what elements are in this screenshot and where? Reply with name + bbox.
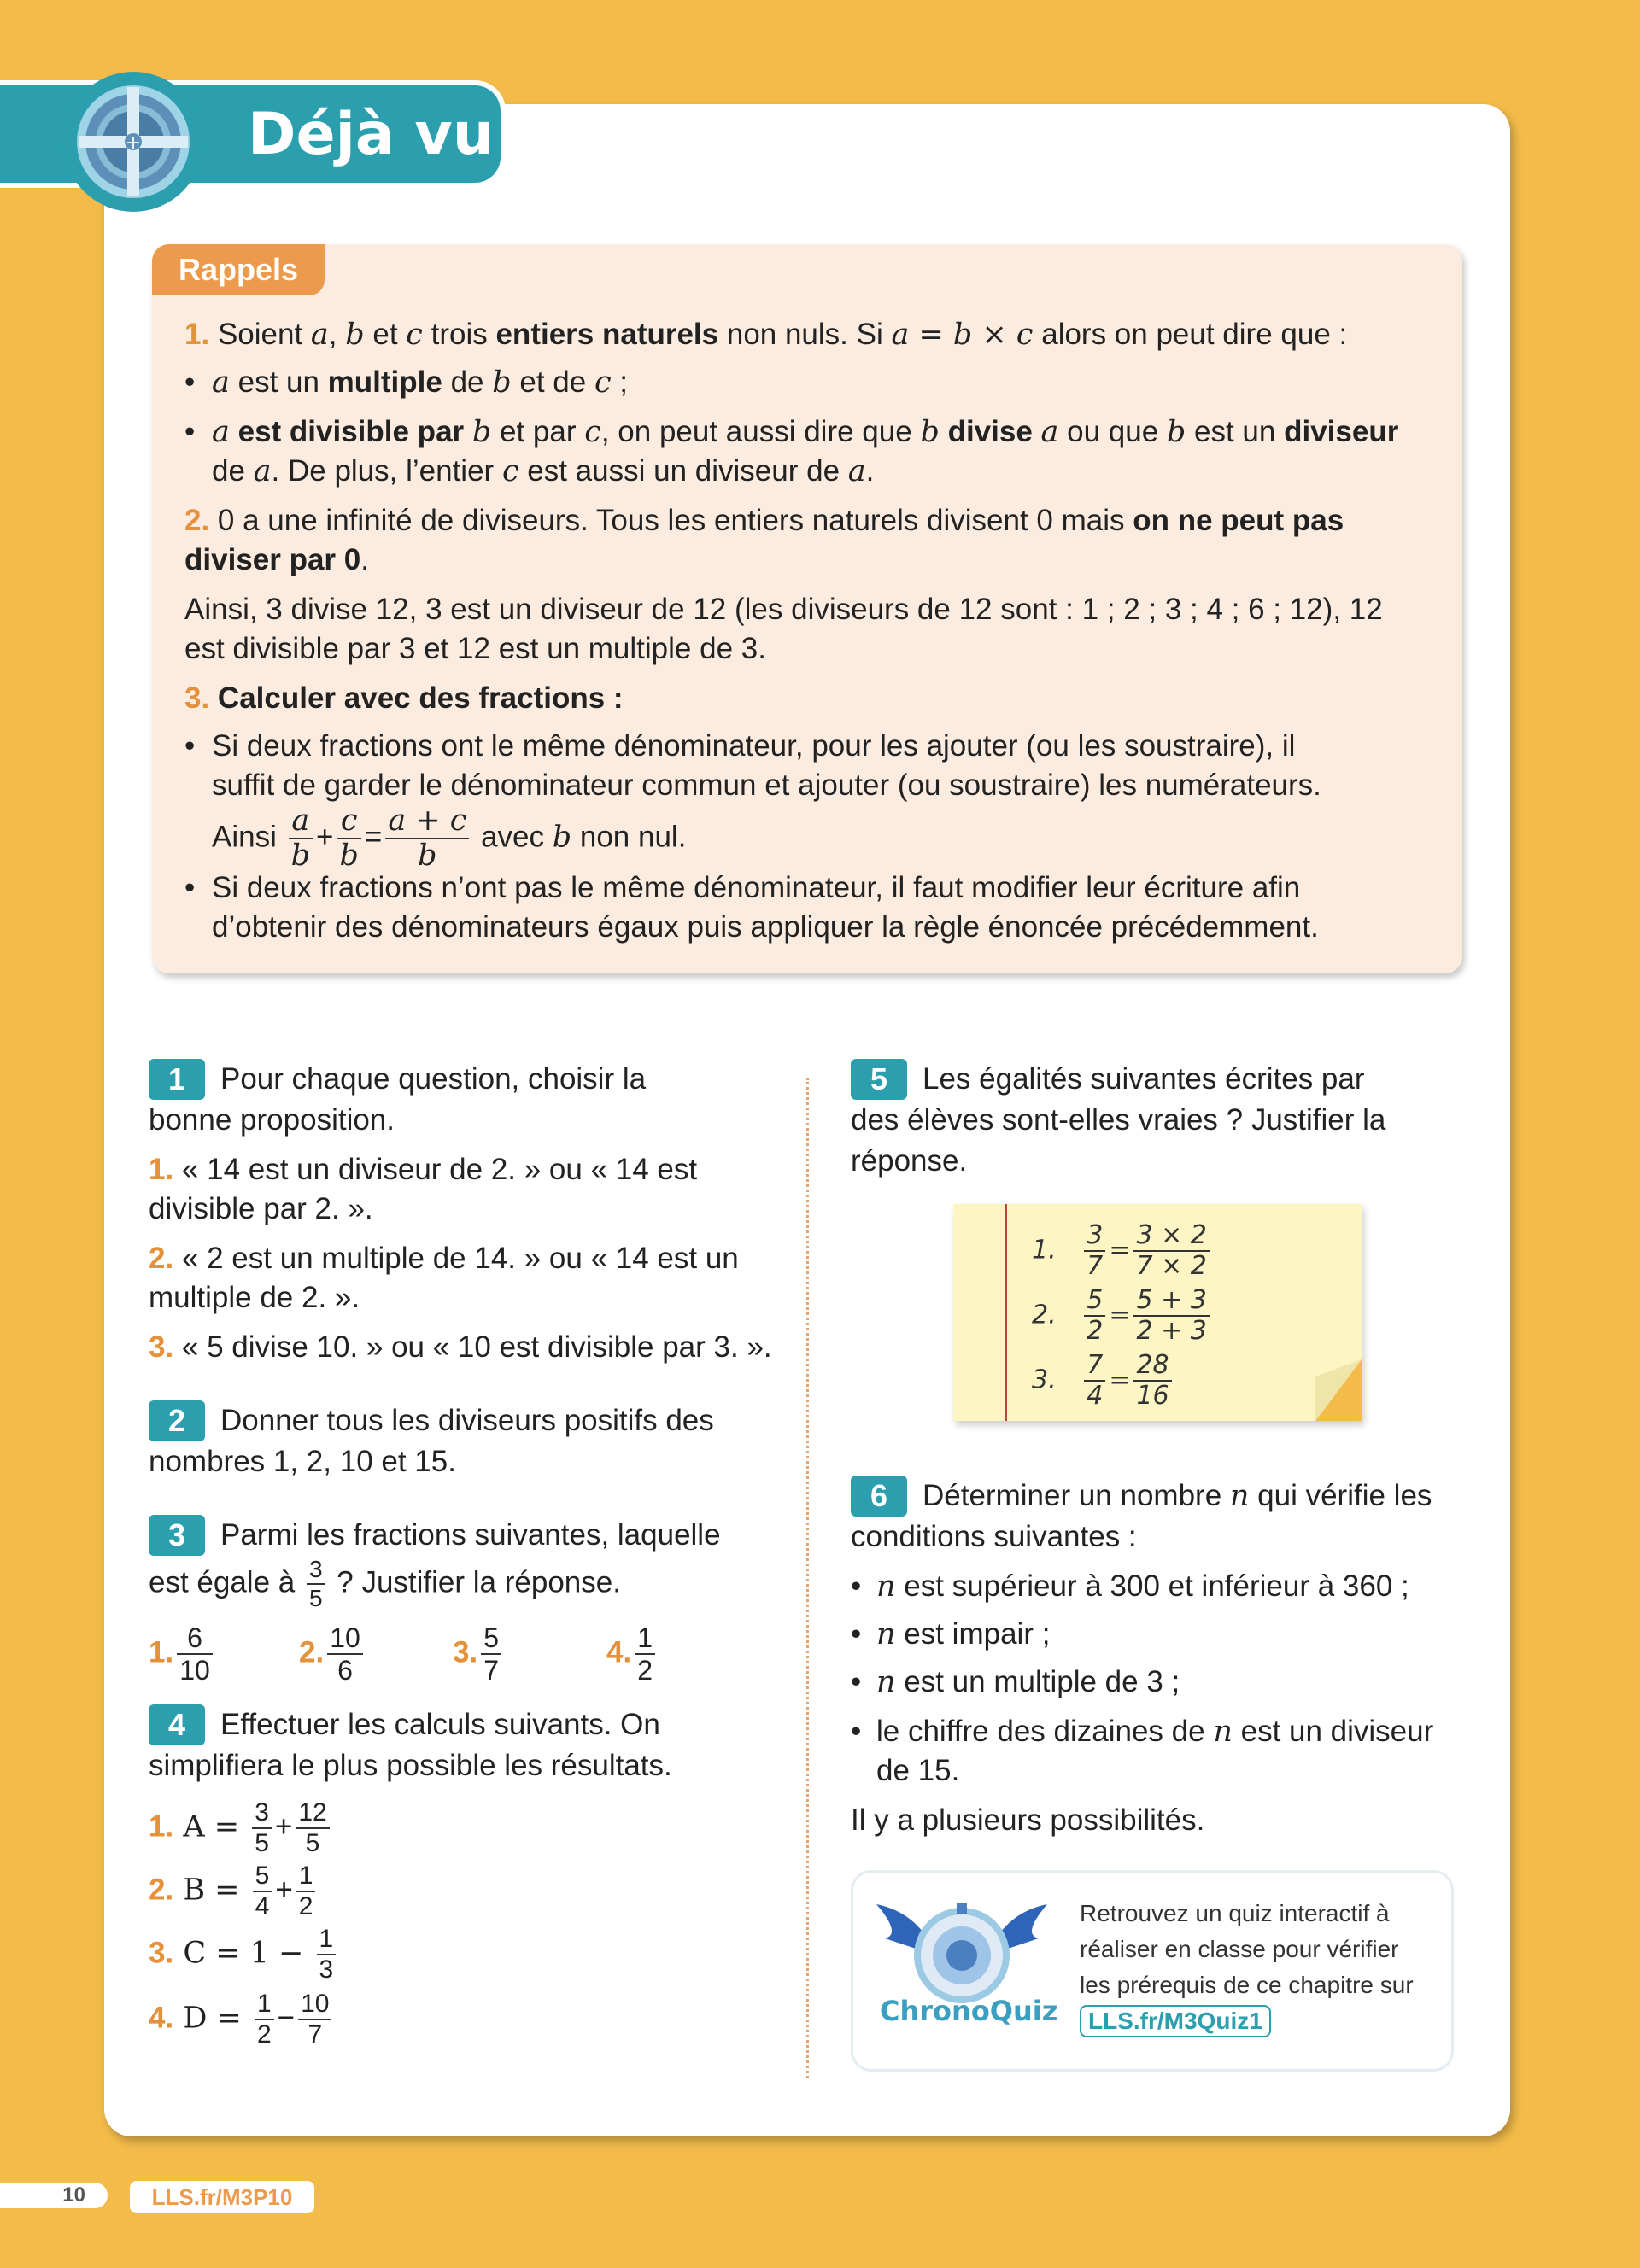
fraction: $\frac{3}{5}$: [252, 1800, 272, 1856]
exercise-5-title-line2: des élèves sont-elles vraies ? Justifier la: [851, 1103, 1386, 1137]
exercise-4-title: 4 Effectuer les calculs suivants. On: [149, 1704, 660, 1745]
condition-item: n est impair ;: [876, 1617, 1051, 1651]
page-number: 10: [0, 2183, 108, 2208]
exercise-2-title-line2: nombres 1, 2, 10 et 15.: [149, 1445, 456, 1478]
exercise-2-title: 2 Donner tous les diviseurs positifs des: [149, 1400, 714, 1441]
fraction: $\frac{c}{b}$: [337, 806, 360, 871]
exercise-number-badge: 4: [149, 1704, 205, 1745]
exercise-3-title: 3 Parmi les fractions suivantes, laquelle: [149, 1515, 721, 1556]
exercise-5-title: 5 Les égalités suivantes écrites par: [851, 1059, 1365, 1100]
rappel-bullet: •: [184, 729, 196, 763]
rappel-2: 2. 0 a une infinité de diviseurs. Tous les entiers naturels divisent 0 mais on ne peut pas: [184, 504, 1344, 537]
exercise-6-footer: Il y a plusieurs possibilités.: [851, 1803, 1205, 1837]
condition-item: le chiffre des dizaines de n est un diviseur: [876, 1715, 1434, 1749]
exercise-number-badge: 1: [149, 1059, 205, 1100]
exercise-4-item: 1. A = $\frac{3}{5}$ + $\frac{12}{5}$: [149, 1800, 333, 1856]
exercise-4-item: 4. D = $\frac{1}{2}$ − $\frac{10}{7}$: [149, 1991, 335, 2048]
fraction: $\frac{a}{b}$: [289, 806, 313, 871]
fraction: $\frac{5}{4}$: [253, 1863, 272, 1920]
exercise-4-title-line2: simplifiera le plus possible les résultats.: [149, 1749, 672, 1782]
fraction: $\frac{3}{7}$: [1084, 1223, 1105, 1279]
rappel-multiple: a est un multiple de b et de c ;: [212, 365, 629, 400]
fraction: $\frac{10}{7}$: [298, 1991, 331, 2048]
exercise-1-item-line2: multiple de 2. ».: [149, 1281, 360, 1314]
condition-item: n est supérieur à 300 et inférieur à 360 ;: [876, 1569, 1409, 1604]
fraction: $\frac{1}{2}$: [255, 1991, 274, 2048]
rappel-3: 3. Calculer avec des fractions :: [184, 681, 624, 715]
rappel-ainsi-line2: est divisible par 3 et 12 est un multiple de 3.: [184, 632, 766, 665]
exercise-number-badge: 2: [149, 1400, 205, 1441]
condition-bullet: •: [851, 1617, 862, 1651]
chronoquiz-text: Retrouvez un quiz interactif à réaliser en classe pour vérifier les prérequis de ce chapitre sur LLS.fr/M3Quiz1: [1080, 1896, 1438, 2039]
condition-bullet: •: [851, 1665, 862, 1698]
exercise-4-item: 3. C = 1 − $\frac{1}{3}$: [149, 1926, 339, 1983]
exercise-1-item-line2: divisible par 2. ».: [149, 1192, 373, 1225]
exercise-1-title: 1 Pour chaque question, choisir la: [149, 1059, 646, 1100]
page-title: Déjà vu: [248, 101, 495, 168]
exercise-1-item: 1. « 14 est un diviseur de 2. » ou « 14 est: [149, 1153, 698, 1186]
note-equality: 2. $\frac{5}{2}$ = $\frac{5 + 3}{2 + 3}$: [1032, 1288, 1213, 1344]
exercise-6-title-line2: conditions suivantes :: [851, 1520, 1137, 1553]
exercise-1-item: 3. « 5 divise 10. » ou « 10 est divisible par 3. ».: [149, 1330, 772, 1364]
rappel-bullet: •: [184, 365, 196, 399]
exercise-number-badge: 6: [851, 1476, 907, 1517]
quiz-link[interactable]: LLS.fr/M3Quiz1: [1080, 2005, 1271, 2037]
note-equality: 3. $\frac{7}{4}$ = $\frac{28}{16}$: [1032, 1353, 1175, 1409]
svg-text:+: +: [125, 132, 142, 154]
exercise-3-option: 4. $\frac{1}{2}$: [606, 1624, 659, 1684]
rappel-bullet: •: [184, 871, 196, 904]
page-curl-icon: [1315, 1359, 1362, 1421]
fraction: $\frac{5}{7}$: [481, 1624, 501, 1684]
fraction: $\frac{10}{6}$: [327, 1624, 363, 1684]
page-link[interactable]: LLS.fr/M3P10: [130, 2181, 314, 2213]
exercise-4-item: 2. B = $\frac{5}{4}$ + $\frac{1}{2}$: [149, 1863, 319, 1920]
fraction: $\frac{12}{5}$: [296, 1800, 329, 1856]
fraction: $\frac{a + c}{b}$: [385, 806, 469, 871]
sticky-note-margin: [1004, 1204, 1007, 1421]
condition-item: n est un multiple de 3 ;: [876, 1665, 1180, 1699]
rappel-ainsi: Ainsi, 3 divise 12, 3 est un diviseur de 12 (les diviseurs de 12 sont : 1 ; 2 ; 3 ; 4 ; 6 ; 12), 12: [184, 593, 1383, 626]
fraction: $\frac{7}{4}$: [1084, 1353, 1105, 1409]
rappel-same-denominator-line2: suffit de garder le dénominateur commun et ajouter (ou soustraire) les numérateurs.: [212, 769, 1321, 802]
rappel-fraction-formula: Ainsi $\frac{a}{b}$ + $\frac{c}{b}$ = $\frac{a + c}{b}$ avec b non nul.: [212, 804, 687, 873]
fraction: $\frac{3 \times 2}{7 \times 2}$: [1133, 1223, 1209, 1279]
rappel-different-denominator: Si deux fractions n’ont pas le même dénominateur, il faut modifier leur écriture afin: [212, 871, 1301, 904]
exercise-5-title-line3: réponse.: [851, 1144, 968, 1178]
exercise-1-item: 2. « 2 est un multiple de 14. » ou « 14 est un: [149, 1242, 739, 1275]
condition-bullet: •: [851, 1715, 862, 1748]
exercise-number-badge: 3: [149, 1515, 205, 1556]
condition-item-line2: de 15.: [876, 1754, 960, 1787]
chronoquiz-label: ChronoQuiz: [880, 1995, 1058, 2027]
fraction: $\frac{5 + 3}{2 + 3}$: [1133, 1288, 1209, 1344]
condition-bullet: •: [851, 1569, 862, 1603]
column-divider: [806, 1078, 809, 2078]
rappel-1: 1. Soient a, b et c trois entiers naturels non nuls. Si a = b × c alors on peut dire que :: [184, 318, 1348, 352]
rappel-bullet: •: [184, 415, 196, 448]
fraction: $\frac{5}{2}$: [1084, 1288, 1105, 1344]
exercise-number-badge: 5: [851, 1059, 907, 1100]
rappel-same-denominator: Si deux fractions ont le même dénominateur, pour les ajouter (ou les soustraire), il: [212, 729, 1296, 763]
exercise-3-title-line2: est égale à $\frac{3}{5}$ ? Justifier la réponse.: [149, 1556, 621, 1611]
fraction: $\frac{3}{5}$: [307, 1558, 325, 1610]
rappel-divisible: a est divisible par b et par c, on peut aussi dire que b divise a ou que b est un diviseur: [212, 415, 1399, 449]
note-equality: 1. $\frac{3}{7}$ = $\frac{3 \times 2}{7 \times 2}$: [1032, 1223, 1213, 1279]
fraction: $\frac{28}{16}$: [1133, 1353, 1171, 1409]
rappel-divisible-line2: de a. De plus, l’entier c est aussi un diviseur de a.: [212, 454, 875, 488]
fraction: $\frac{6}{10}$: [177, 1624, 213, 1684]
fraction: $\frac{1}{2}$: [635, 1624, 655, 1684]
fraction: $\frac{1}{2}$: [296, 1863, 316, 1920]
exercise-3-option: 3. $\frac{5}{7}$: [453, 1624, 505, 1684]
fraction: $\frac{1}{3}$: [317, 1926, 337, 1983]
exercise-3-option: 2. $\frac{10}{6}$: [299, 1624, 366, 1684]
exercise-3-option: 1. $\frac{6}{10}$: [149, 1624, 216, 1684]
rappels-tab: Rappels: [152, 244, 325, 295]
rappel-different-denominator-line2: d’obtenir des dénominateurs égaux puis appliquer la règle énoncée précédemment.: [212, 910, 1319, 944]
target-icon: [62, 70, 205, 213]
exercise-1-title-line2: bonne proposition.: [149, 1103, 395, 1137]
rappel-2-line2: diviser par 0.: [184, 543, 369, 576]
exercise-6-title: 6 Déterminer un nombre n qui vérifie les: [851, 1476, 1432, 1517]
